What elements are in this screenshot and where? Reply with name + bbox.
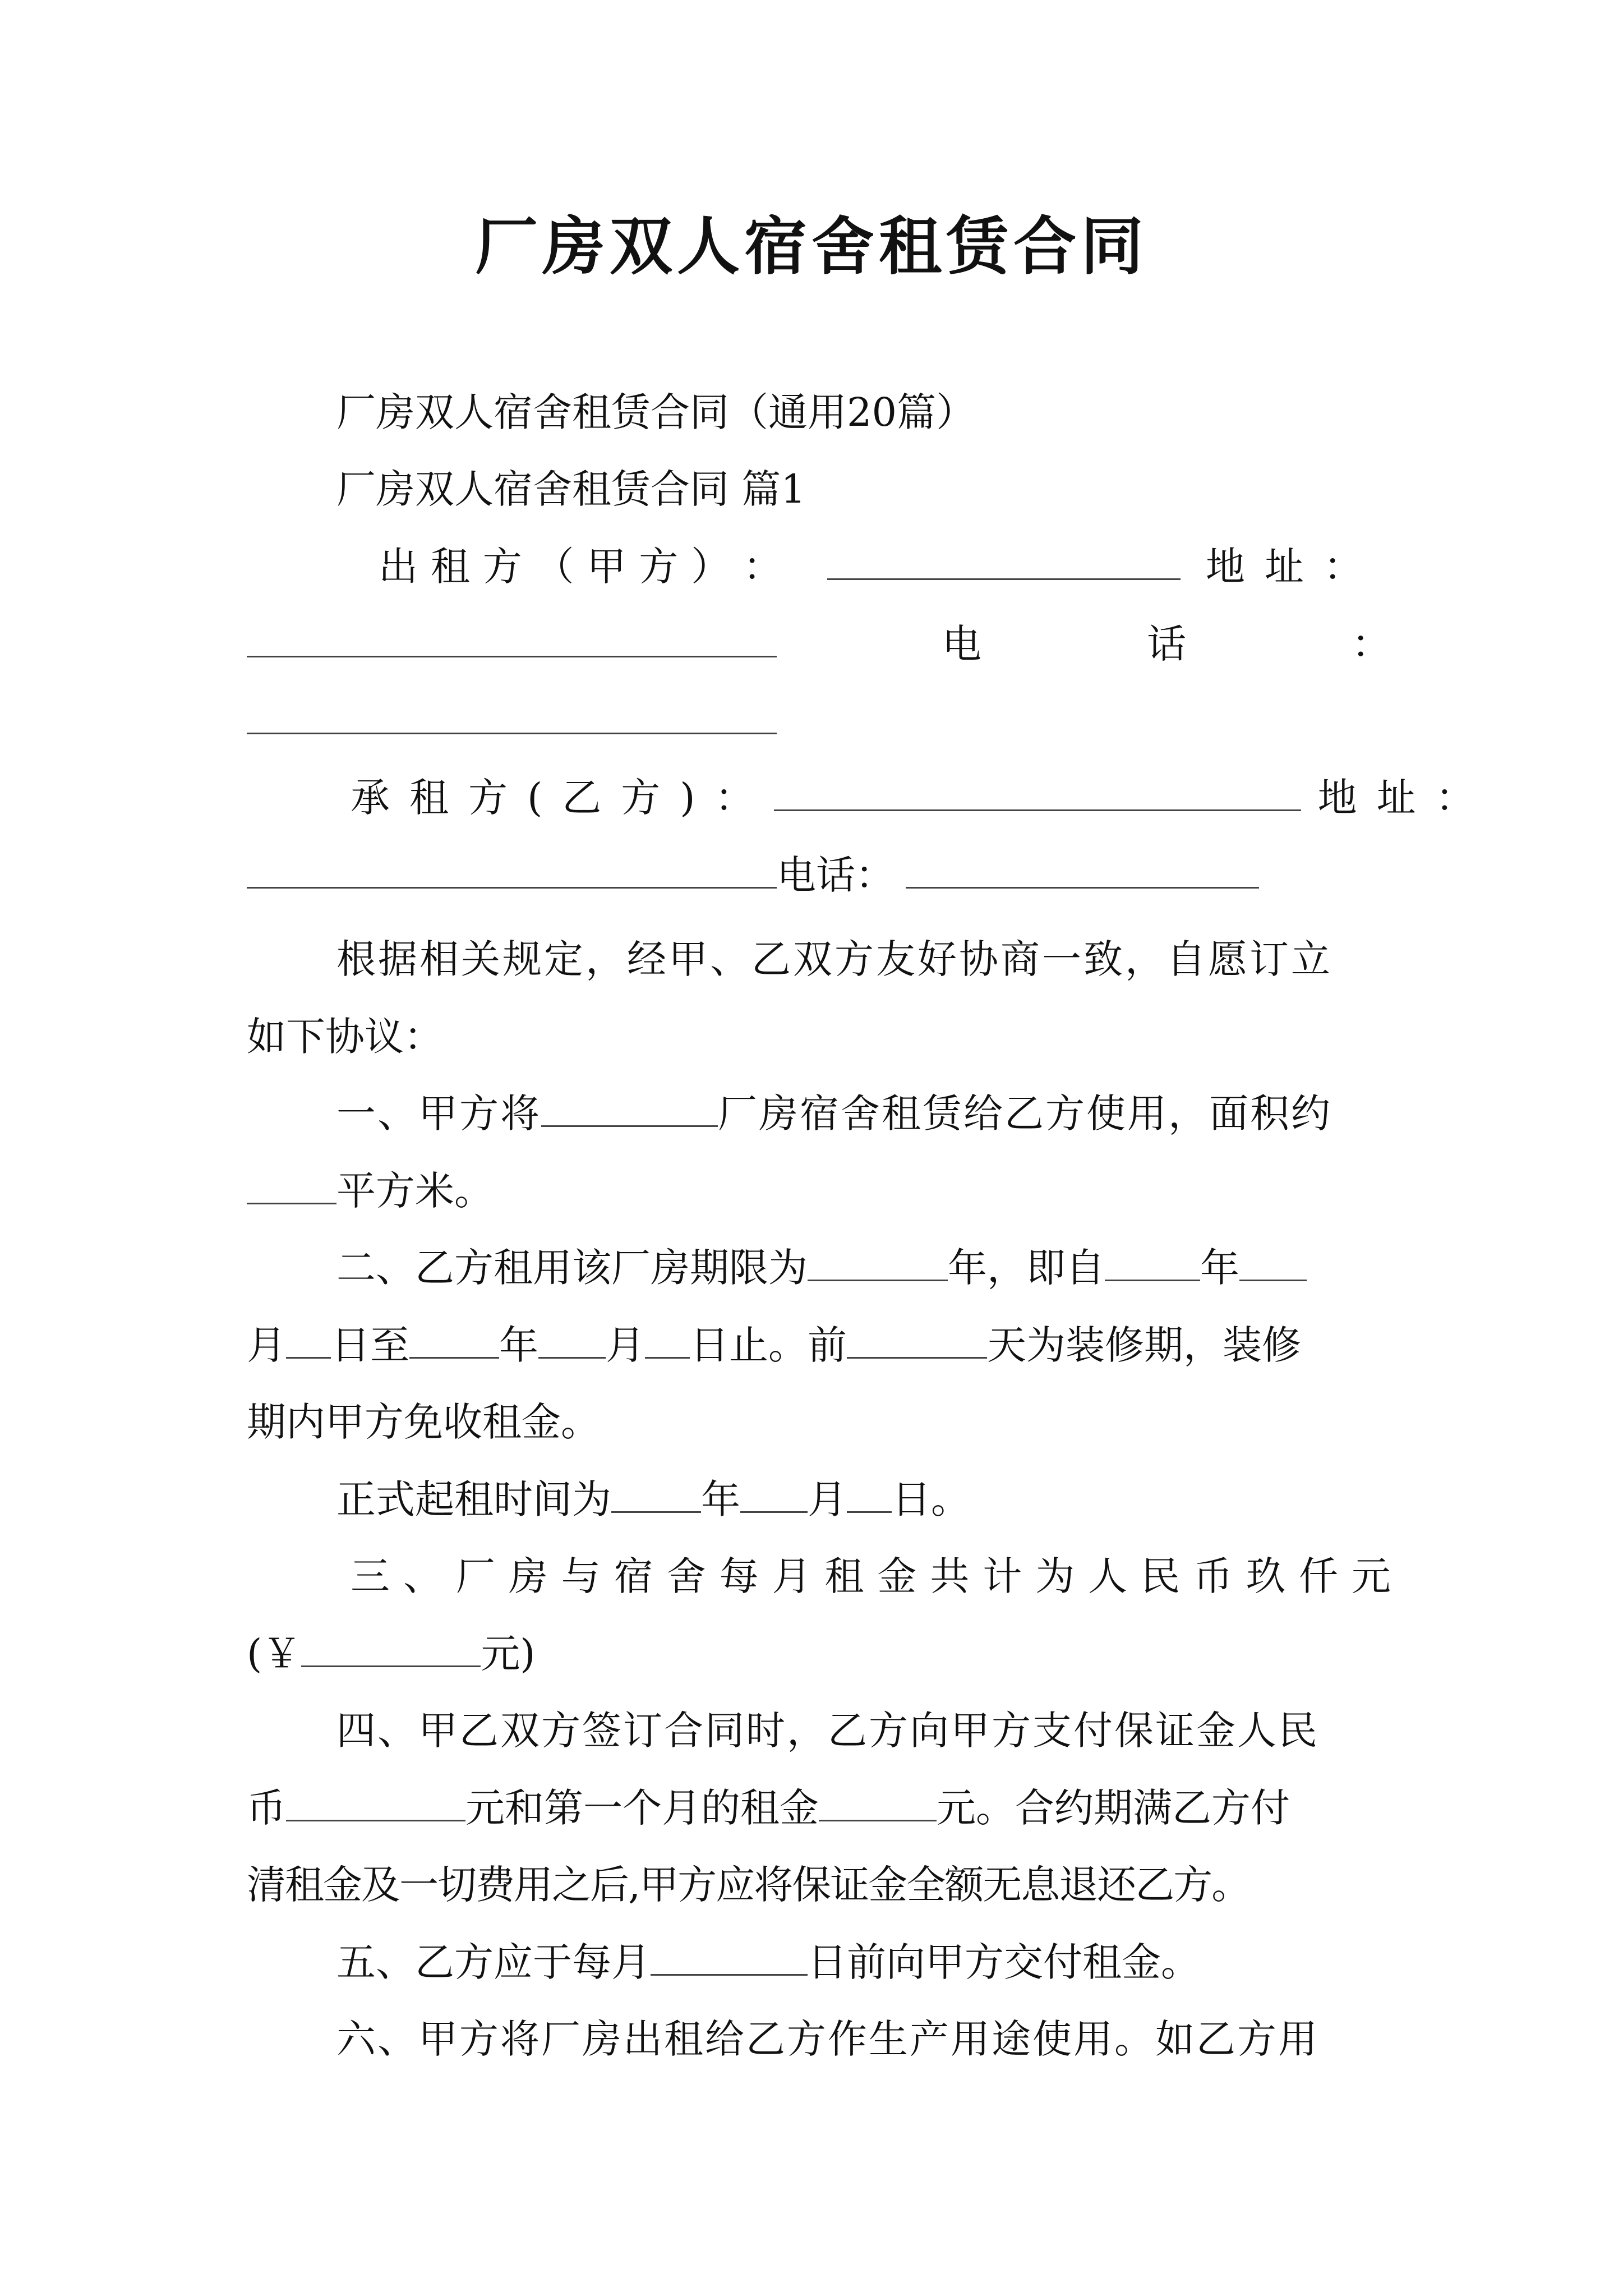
clause-text: 年，即自: [948, 1245, 1105, 1291]
clause-text: 月: [247, 1322, 286, 1368]
clause-3-line-1: [351, 1548, 1391, 1604]
lessee-address-label: 地址：: [1317, 775, 1495, 821]
clause-text: 二、乙方租用该厂房期限为: [336, 1245, 808, 1291]
clause-6-line-1: 六、甲方将厂房出租给乙方作生产用途使用。如乙方用: [336, 2016, 1319, 2062]
clause-2-line-3: 期内甲方免收租金。: [247, 1399, 600, 1445]
clause-3-line-2: [247, 1626, 536, 1682]
clause-text: 年: [499, 1322, 538, 1368]
clause-char: 、: [403, 1553, 442, 1599]
fill-blank[interactable]: [538, 1322, 606, 1359]
fill-blank[interactable]: [1105, 1245, 1200, 1281]
clause-text: 年: [1200, 1245, 1239, 1291]
clause-2-line-1: [336, 1240, 1307, 1296]
lessor-phone-char: 电: [942, 621, 981, 667]
lessor-char: ：: [743, 544, 782, 590]
fill-blank[interactable]: [286, 1785, 465, 1821]
clause-text: 月: [606, 1322, 645, 1368]
lessor-address-blank[interactable]: [247, 621, 777, 657]
lessor-phone-blank[interactable]: [247, 698, 777, 734]
clause-text: 年: [701, 1476, 740, 1522]
lessor-phone-line: [247, 616, 1391, 672]
fill-blank[interactable]: [847, 1322, 987, 1359]
fill-blank[interactable]: [286, 1322, 331, 1359]
clause-text: 币: [247, 1785, 286, 1831]
fill-blank[interactable]: [247, 1168, 336, 1204]
chapter-heading: 厂房双人宿舍租赁合同 篇1: [336, 466, 806, 512]
lessee-label: 承租方(乙方)：: [351, 775, 774, 821]
clause-char: 舍: [666, 1553, 706, 1599]
clause-text: 五、乙方应于每月: [336, 1939, 651, 1985]
clause-5-line: [336, 1934, 1200, 1990]
lessor-char: （: [534, 544, 574, 590]
lessor-phone-char: ：: [1352, 621, 1391, 667]
clause-text: 正式起租时间为: [336, 1476, 611, 1522]
intro-line-2: 如下协议：: [247, 1014, 443, 1060]
lessor-label: [379, 539, 782, 595]
clause-char: 每: [719, 1553, 759, 1599]
clause-char: 与: [561, 1553, 601, 1599]
document-subtitle: 厂房双人宿舍租赁合同（通用20篇）: [336, 389, 976, 435]
fill-blank[interactable]: [409, 1322, 499, 1359]
intro-line-1: 根据相关规定，经甲、乙双方友好协商一致，自愿订立: [336, 936, 1332, 982]
lessee-phone-blank[interactable]: [906, 852, 1259, 889]
lessee-address-blank[interactable]: [247, 852, 777, 889]
clause-char: 玖: [1246, 1553, 1285, 1599]
clause-text: 日。: [892, 1476, 970, 1522]
clause-4-line-1: 四、甲乙双方签订合同时，乙方向甲方支付保证金人民: [336, 1708, 1319, 1754]
lessee-phone-label: 电话：: [777, 852, 895, 898]
clause-char: 租: [824, 1553, 864, 1599]
lessor-char: 租: [430, 544, 470, 590]
fill-blank[interactable]: [740, 1476, 808, 1513]
clause-text: (￥: [247, 1631, 302, 1677]
clause-char: 人: [1088, 1553, 1128, 1599]
lessor-phone-char: 话: [1147, 621, 1186, 667]
fill-blank[interactable]: [645, 1322, 690, 1359]
clause-char: 民: [1141, 1553, 1181, 1599]
clause-char: 计: [983, 1553, 1022, 1599]
clause-char: 仟: [1298, 1553, 1338, 1599]
lessor-char: 甲: [587, 544, 626, 590]
clause-char: 币: [1193, 1553, 1233, 1599]
lessor-char: 方: [639, 544, 679, 590]
clause-char: 金: [877, 1553, 917, 1599]
lessor-char: 出: [379, 544, 418, 590]
lessee-phone-line: [247, 847, 1259, 903]
clause-text: 天为装修期，装修: [987, 1322, 1301, 1368]
clause-text: 元。合约期满乙方付: [937, 1785, 1290, 1831]
fill-blank[interactable]: [819, 1785, 937, 1821]
fill-blank[interactable]: [541, 1091, 718, 1127]
lessee-name-blank[interactable]: [774, 775, 1301, 811]
clause-char: 元: [1351, 1553, 1391, 1599]
clause-text: 日止。前: [690, 1322, 847, 1368]
clause-4-line-3: 清租金及一切费用之后,甲方应将保证金全额无息退还乙方。: [247, 1862, 1250, 1908]
clause-text: 日前向甲方交付租金。: [808, 1939, 1200, 1985]
fill-blank[interactable]: [847, 1476, 892, 1513]
clause-text: 平方米。: [336, 1168, 494, 1214]
clause-text: 日至: [331, 1322, 409, 1368]
clause-char: 三: [351, 1553, 390, 1599]
fill-blank[interactable]: [611, 1476, 701, 1513]
clause-1-line-2: [247, 1163, 494, 1219]
lessor-name-blank[interactable]: [827, 544, 1181, 580]
clause-char: 为: [1035, 1553, 1075, 1599]
clause-text: 厂房宿舍租赁给乙方使用，面积约: [718, 1091, 1332, 1137]
clause-char: 宿: [614, 1553, 653, 1599]
fill-blank[interactable]: [301, 1631, 481, 1667]
document-title: 厂房双人宿舍租赁合同: [475, 210, 1148, 283]
lessor-line: [379, 539, 1391, 595]
clause-char: 共: [930, 1553, 970, 1599]
clause-char: 月: [772, 1553, 811, 1599]
lessee-line: [351, 770, 1495, 826]
clause-char: 房: [508, 1553, 548, 1599]
fill-blank[interactable]: [651, 1939, 808, 1976]
lessor-phone-blank-line: [247, 693, 777, 749]
clause-text: 月: [808, 1476, 847, 1522]
lessor-address-label: 地址：: [1206, 544, 1382, 590]
clause-text: 元和第一个月的租金: [465, 1785, 819, 1831]
clause-1-line-1: [336, 1085, 1332, 1142]
clause-char: 厂: [455, 1553, 495, 1599]
clause-text: 元): [481, 1631, 536, 1677]
start-date-line: [336, 1471, 970, 1527]
fill-blank[interactable]: [1239, 1245, 1307, 1281]
clause-2-line-2: [247, 1317, 1301, 1373]
lessor-char: ）: [691, 544, 731, 590]
clause-text: 一、甲方将: [336, 1091, 541, 1137]
fill-blank[interactable]: [808, 1245, 948, 1281]
clause-4-line-2: [247, 1780, 1290, 1836]
lessor-char: 方: [482, 544, 522, 590]
